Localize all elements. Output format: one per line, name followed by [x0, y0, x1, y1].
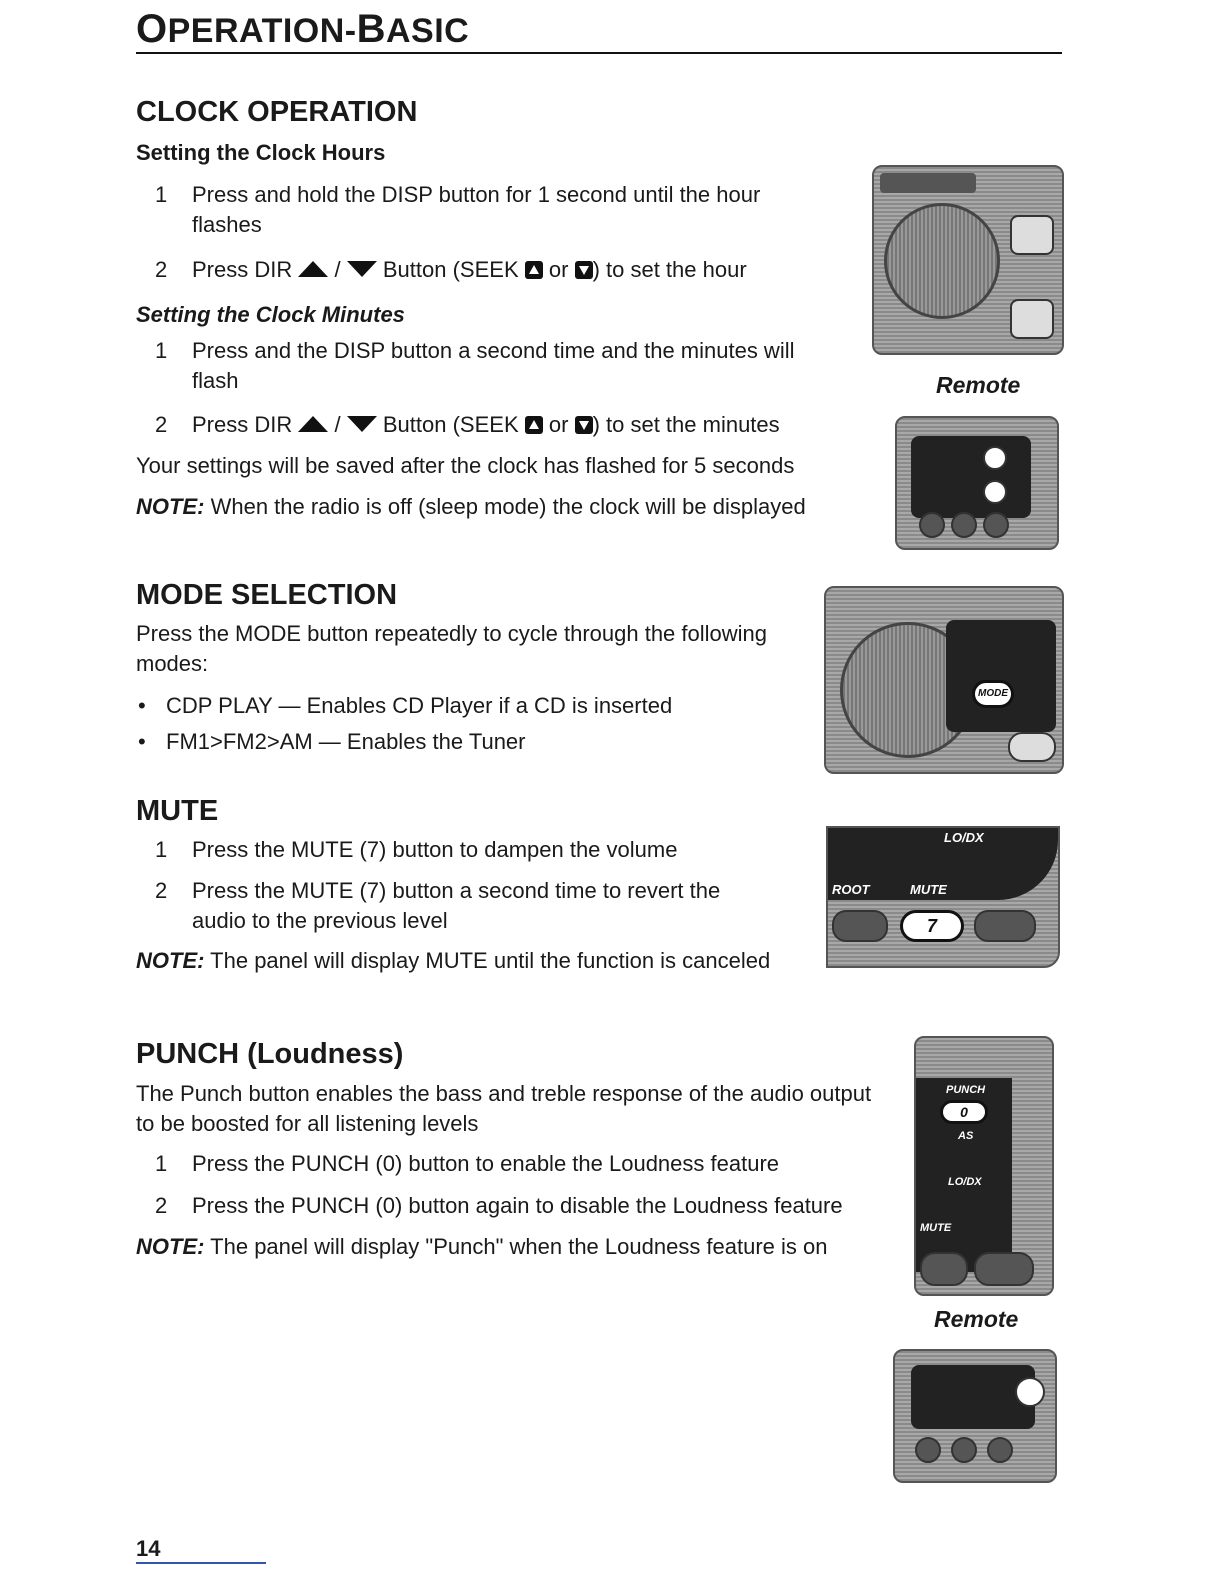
triangle-up-icon: [298, 416, 328, 432]
seek-down-icon: [575, 416, 593, 434]
remote-caption: Remote: [936, 372, 1021, 398]
head-unit-mode-photo: [824, 586, 1064, 774]
seek-up-button-icon: [983, 446, 1007, 470]
head-unit-dir-photo: [872, 165, 1064, 355]
triangle-up-icon: [298, 261, 328, 277]
mute-7-button-icon: 7: [900, 910, 964, 942]
page-header: [136, 8, 1062, 54]
mute-note: NOTE: The panel will display MUTE until the function is canceled: [136, 948, 771, 973]
punch-note: NOTE: The panel will display "Punch" when the Loudness feature is on: [136, 1234, 828, 1259]
seek-down-button-icon: [983, 480, 1007, 504]
triangle-down-icon: [347, 261, 377, 277]
clock-heading: CLOCK OPERATION: [136, 96, 418, 128]
punch-0-button-icon: 0: [940, 1100, 988, 1124]
seek-up-icon: [525, 416, 543, 434]
mute-heading: MUTE: [136, 795, 219, 827]
list-item: • CDP PLAY — Enables CD Player if a CD is inserted: [138, 693, 673, 718]
clock-hours-heading: Setting the Clock Hours: [136, 140, 386, 165]
remote-punch-keys-photo: [893, 1349, 1057, 1483]
seek-down-icon: [575, 261, 593, 279]
remote-caption: Remote: [934, 1306, 1019, 1332]
mode-intro: Press the MODE button repeatedly to cycle through the following modes:: [136, 621, 768, 676]
punch-button-icon: [1015, 1377, 1045, 1407]
remote-seek-photo: [895, 416, 1059, 550]
page-number: 14: [136, 1536, 266, 1564]
remote-punch-photo: PUNCH 0 AS LO/DX MUTE: [914, 1036, 1054, 1296]
list-item: • FM1>FM2>AM — Enables the Tuner: [138, 729, 526, 754]
page-title: OPERATION-BASIC: [136, 7, 470, 51]
mode-button-icon: MODE: [972, 680, 1014, 708]
triangle-down-icon: [347, 416, 377, 432]
remote-mute-photo: LO/DX ROOT MUTE 7: [826, 826, 1060, 968]
clock-minutes-heading: Setting the Clock Minutes: [136, 302, 405, 327]
seek-up-icon: [525, 261, 543, 279]
clock-note: NOTE: When the radio is off (sleep mode) the clock will be displayed: [136, 494, 806, 519]
dir-down-button-icon: [1010, 299, 1054, 339]
punch-intro: The Punch button enables the bass and treble response of the audio output to be boosted for all listening levels: [136, 1081, 872, 1136]
clock-saved-text: Your settings will be saved after the clock has flashed for 5 seconds: [136, 453, 795, 478]
mode-heading: MODE SELECTION: [136, 579, 398, 611]
punch-heading: PUNCH (Loudness): [136, 1038, 404, 1070]
dir-up-button-icon: [1010, 215, 1054, 255]
